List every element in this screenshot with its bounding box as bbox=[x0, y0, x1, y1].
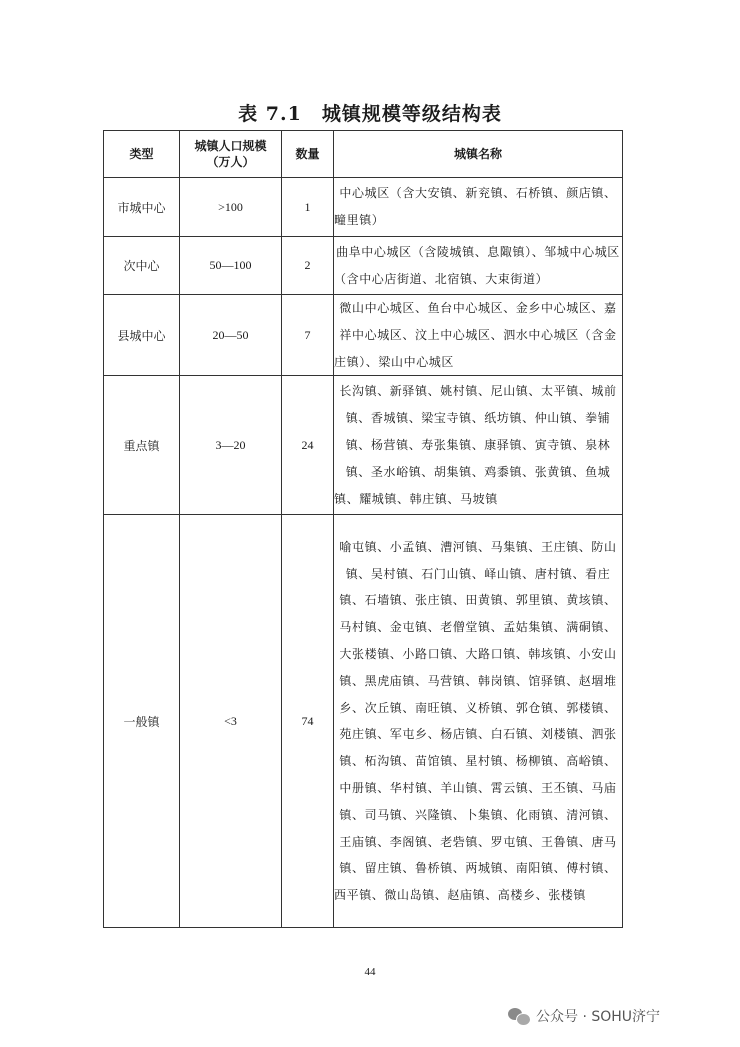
row-population: 50—100 bbox=[180, 237, 282, 295]
table-header-row bbox=[104, 131, 623, 178]
row-population: 20—50 bbox=[180, 295, 282, 376]
row-names: 曲阜中心城区（含陵城镇、息陬镇）、邹城中心城区（含中心店街道、北宿镇、大束街道） bbox=[334, 237, 623, 295]
row-type: 一般镇 bbox=[104, 515, 180, 928]
row-names: 微山中心城区、鱼台中心城区、金乡中心城区、嘉祥中心城区、汶上中心城区、泗水中心城区（含金庄镇）、梁山中心城区 bbox=[334, 295, 623, 376]
row-population: 3—20 bbox=[180, 376, 282, 515]
row-type: 县城中心 bbox=[104, 295, 180, 376]
header-population-line1: 城镇人口规模 bbox=[194, 139, 267, 153]
watermark-text: 公众号 · SOHU济宁 bbox=[536, 1009, 661, 1025]
row-names: 中心城区（含大安镇、新兖镇、石桥镇、颜店镇、疃里镇） bbox=[334, 178, 623, 237]
watermark bbox=[508, 1006, 660, 1026]
row-count: 24 bbox=[282, 376, 334, 515]
table-row bbox=[104, 295, 623, 376]
table-row bbox=[104, 237, 623, 295]
table-row bbox=[104, 376, 623, 515]
row-population: >100 bbox=[180, 178, 282, 237]
row-type: 市城中心 bbox=[104, 178, 180, 237]
row-names: 喻屯镇、小孟镇、漕河镇、马集镇、王庄镇、防山镇、吴村镇、石门山镇、峄山镇、唐村镇、看庄镇、石墙镇、张庄镇、田黄镇、郭里镇、黄垓镇、马村镇、金屯镇、老僧堂镇、孟姑集镇、满硐镇、大张楼镇、小路口镇、大路口镇、韩垓镇、小安山镇、黑虎庙镇、马营镇、韩岗镇、馆驿镇、赵堌堆乡、次丘镇、南旺镇、义桥镇、郭仓镇、郭楼镇、苑庄镇、军屯乡、杨店镇、白石镇、刘楼镇、泗张镇、柘沟镇、苗馆镇、星村镇、杨柳镇、高峪镇、中册镇、华村镇、羊山镇、霄云镇、王丕镇、马庙镇、司马镇、兴隆镇、卜集镇、化雨镇、清河镇、王庙镇、李阁镇、老砦镇、罗屯镇、王鲁镇、唐马镇、留庄镇、鲁桥镇、两城镇、南阳镇、傅村镇、西平镇、微山岛镇、赵庙镇、高楼乡、张楼镇 bbox=[334, 515, 623, 928]
row-population: <3 bbox=[180, 515, 282, 928]
row-names: 长沟镇、新驿镇、姚村镇、尼山镇、太平镇、城前镇、香城镇、梁宝寺镇、纸坊镇、仲山镇、拳铺镇、杨营镇、寿张集镇、康驿镇、寅寺镇、泉林镇、圣水峪镇、胡集镇、鸡黍镇、张黄镇、鱼城镇、耀城镇、韩庄镇、马坡镇 bbox=[334, 376, 623, 515]
row-count: 7 bbox=[282, 295, 334, 376]
row-type: 次中心 bbox=[104, 237, 180, 295]
table-row bbox=[104, 178, 623, 237]
row-count: 1 bbox=[282, 178, 334, 237]
header-count: 数量 bbox=[282, 131, 334, 178]
row-type: 重点镇 bbox=[104, 376, 180, 515]
header-population-line2: （万人） bbox=[206, 155, 255, 169]
page-number: 44 bbox=[364, 966, 376, 978]
wechat-icon bbox=[508, 1006, 530, 1026]
row-count: 2 bbox=[282, 237, 334, 295]
header-type: 类型 bbox=[104, 131, 180, 178]
header-names: 城镇名称 bbox=[334, 131, 623, 178]
table-title: 表 7.1 城镇规模等级结构表 bbox=[238, 103, 502, 125]
header-population bbox=[180, 131, 282, 178]
row-count: 74 bbox=[282, 515, 334, 928]
town-scale-table bbox=[103, 130, 623, 928]
table-row bbox=[104, 515, 623, 928]
